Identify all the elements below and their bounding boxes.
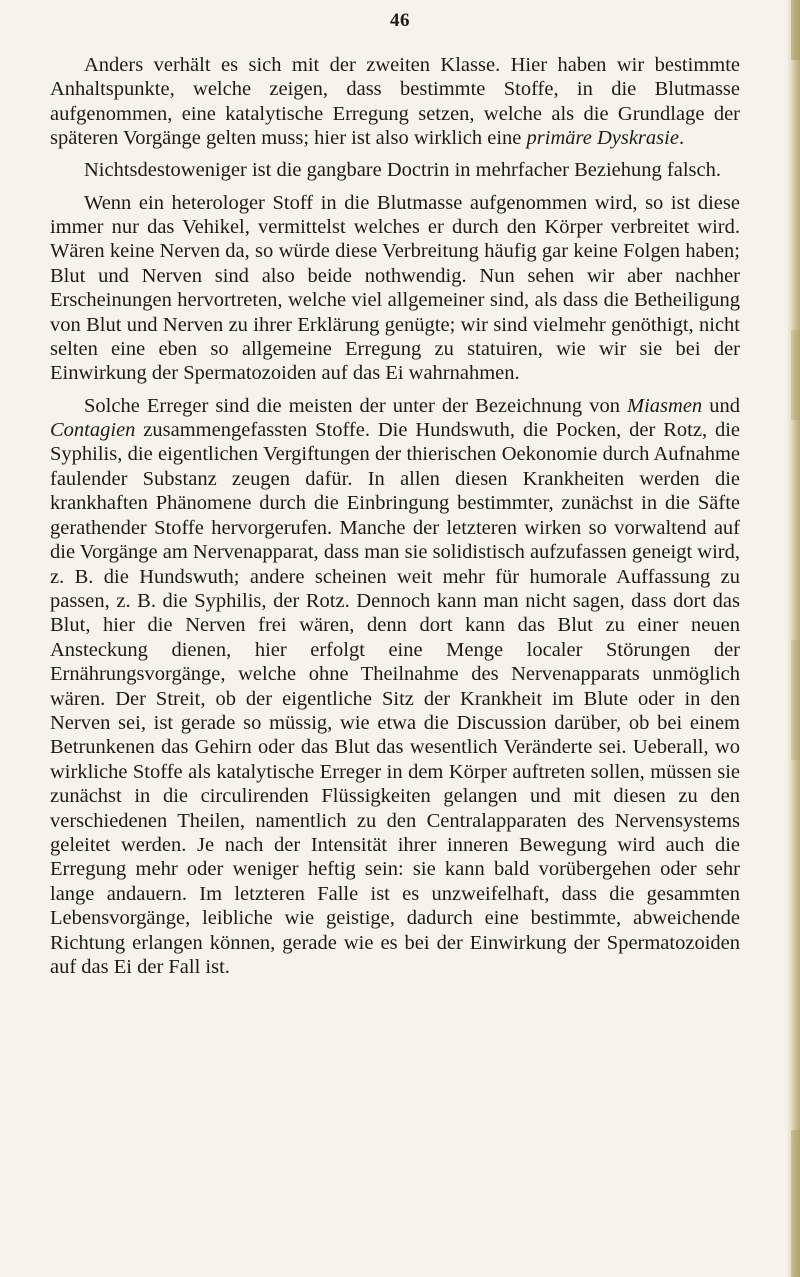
page-edge-shadow <box>791 330 800 420</box>
emphasis-primaere-dyskrasie: primäre Dyskrasie <box>526 127 679 150</box>
paragraph-text: Solche Erreger sind die meisten der unter der Bezeichnung von <box>84 394 628 417</box>
paragraph-text: Nichtsdestoweniger ist die gangbare Doctrin in mehrfacher Beziehung falsch. <box>84 159 721 182</box>
body-text <box>50 53 740 987</box>
emphasis-miasmen: Miasmen <box>627 394 703 417</box>
emphasis-contagien: Contagien <box>50 419 136 442</box>
paragraph-text: . <box>678 127 685 150</box>
page-edge-shadow <box>791 640 800 760</box>
paragraph <box>50 394 740 980</box>
paragraph <box>50 53 740 151</box>
paragraph <box>50 191 740 386</box>
page-edge <box>786 0 800 1277</box>
page-edge-shadow <box>791 0 800 60</box>
paragraph-text: zusammengefassten Stoffe. Die Hundswuth, die Pocken, der Rotz, die Syphilis, die eigentlichen Vergiftungen der thierischen Oekonomie durch Aufnahme faulender Substanz zeugen dafür. In allen diesen Krankheiten werden die krankhaften Phänomene durch die Einbringung bestimmter, zunächst in die Säfte gerathender Stoffe hervorgerufen. Manche der letzteren wirken so vorwaltend auf die Vorgänge am Nervenapparat, dass man sie solidistisch aufzufassen geneigt wird, z. B. die Hundswuth; andere scheinen weit mehr für humorale Auffassung zu passen, z. B. die Syphilis, der Rotz. Dennoch kann man nicht sagen, dass dort das Blut, hier die Nerven frei wären, denn dort kann das Blut zu einer neuen Ansteckung dienen, hier erfolgt eine Menge localer Störungen der Ernährungsvorgänge, welche ohne Theilnahme des Nervenapparats unmöglich wären. Der Streit, ob der eigentliche Sitz der Krankheit im Blute oder in den Nerven sei, ist gerade so müssig, wie etwa die Discussion darüber, ob bei einem Betrunkenen das Gehirn oder das Blut das wesentlich Veränderte sei. Ueberall, wo wirkliche Stoffe als katalytische Erreger in dem Körper auftreten sollen, müssen sie zunächst in die circulirenden Flüssigkeiten gelangen und mit diesen zu den verschiedenen Theilen, namentlich zu den Centralapparaten des Nervensystems geleitet werden. Je nach der Intensität ihrer inneren Bewegung wird auch die Erregung mehr oder weniger heftig sein: sie kann bald vorübergehen oder sehr lange andauern. Im letzteren Falle ist es unzweifelhaft, dass die gesammten Lebensvorgänge, leibliche wie geistige, dadurch eine bestimmte, abweichende Richtung erlangen können, gerade wie es bei der Einwirkung der Spermatozoiden auf das Ei der Fall ist. <box>50 419 740 979</box>
page-edge-shadow <box>791 1130 800 1277</box>
paragraph-text: Anders verhält es sich mit der zweiten Klasse. Hier haben wir bestimmte Anhaltspunkte, welche zeigen, dass bestimmte Stoffe, in die Blutmasse aufgenommen, eine katalytische Erregung setzen, welche als die Grundlage der späteren Vorgänge gelten muss; hier ist also wirklich eine <box>50 54 740 150</box>
paragraph-text: Wenn ein heterologer Stoff in die Blutmasse aufgenommen wird, so ist diese immer nur das Vehikel, vermittelst welches er durch den Körper verbreitet wird. Wären keine Nerven da, so würde diese Verbreitung häufig gar keine Folgen haben; Blut und Nerven sind also beide nothwendig. Nun sehen wir aber nachher Erscheinungen hervortreten, welche viel allgemeiner sind, als dass die Betheiligung von Blut und Nerven zu ihrer Erklärung genügte; wir sind vielmehr genöthigt, nicht selten eine eben so allgemeine Erregung zu statuiren, wie wir sie bei der Einwirkung der Spermatozoiden auf das Ei wahrnahmen. <box>50 191 740 385</box>
paragraph <box>50 158 740 182</box>
paragraph-text: und <box>702 394 740 417</box>
page-number: 46 <box>390 10 410 31</box>
